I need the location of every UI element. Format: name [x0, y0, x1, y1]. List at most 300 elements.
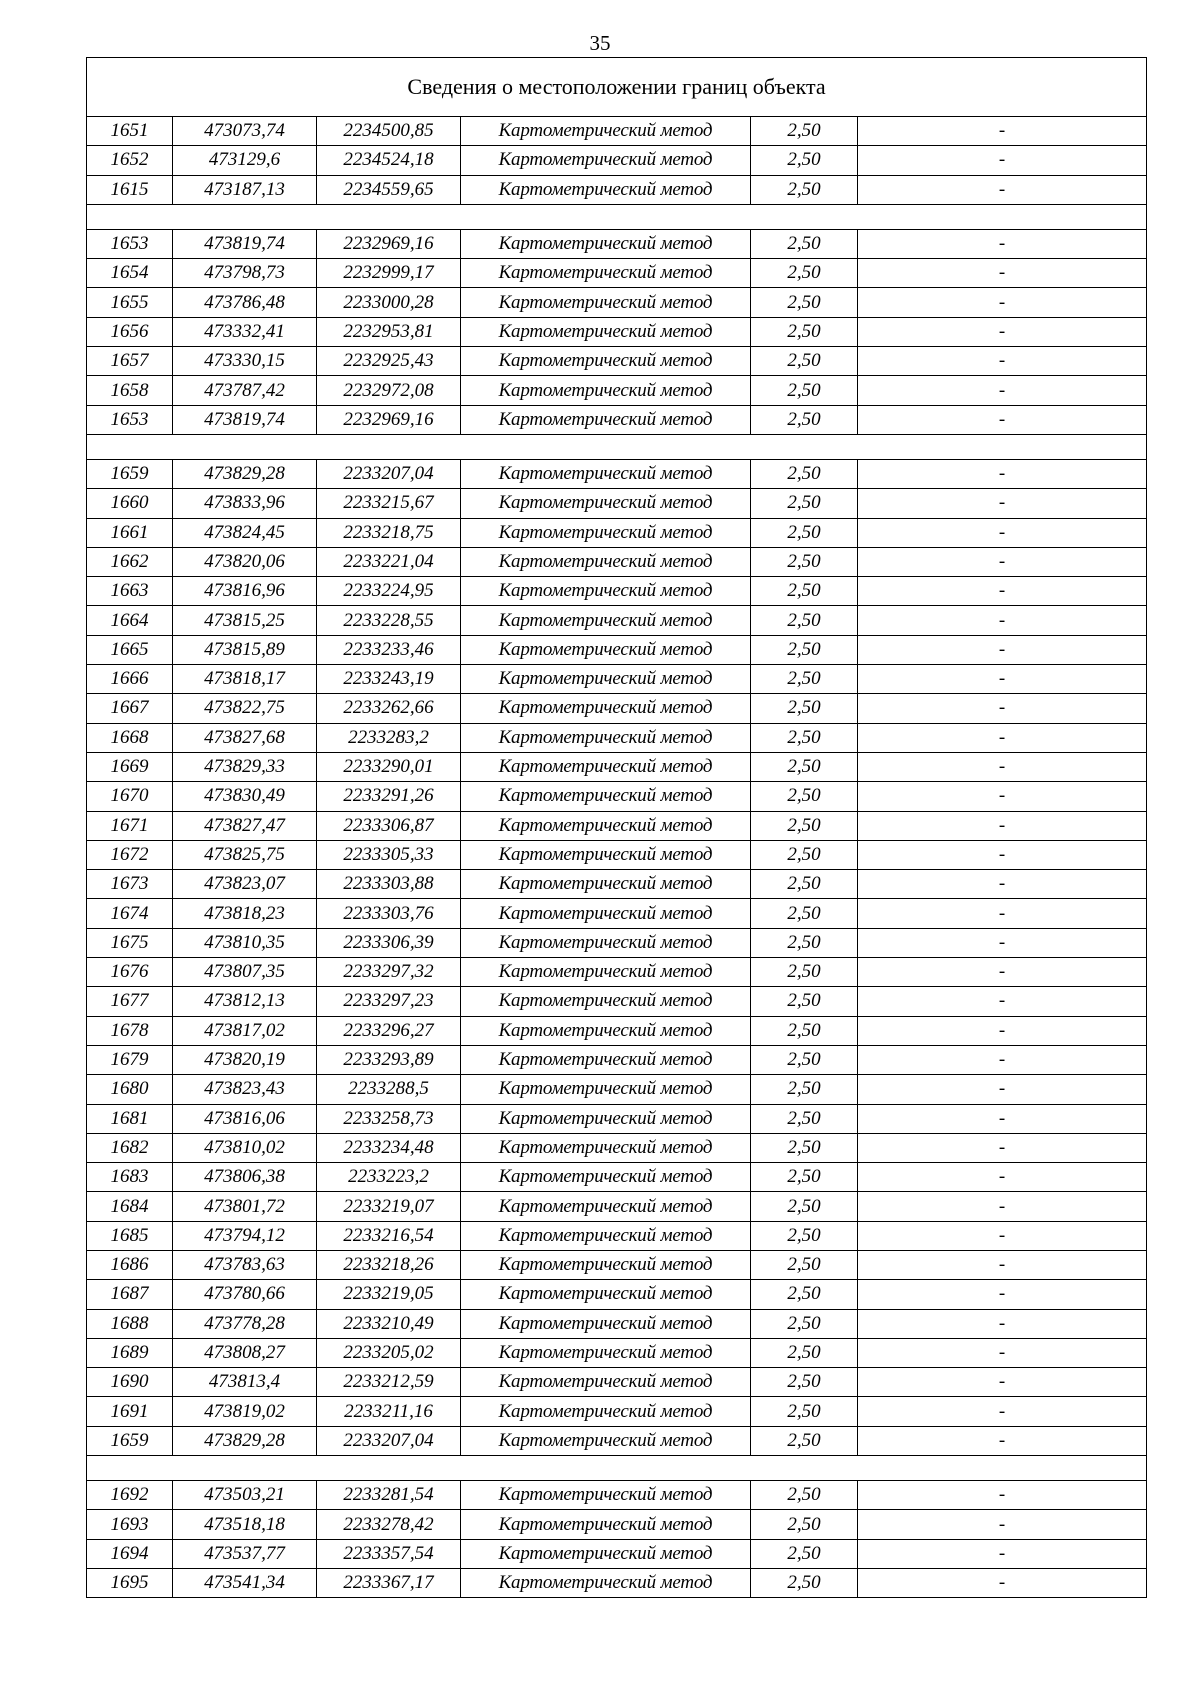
y-coordinate-cell: 2232969,16	[317, 229, 461, 258]
point-number-cell: 1688	[87, 1309, 173, 1338]
x-coordinate-cell: 473541,34	[173, 1568, 317, 1597]
description-cell: -	[858, 1133, 1147, 1162]
description-cell: -	[858, 694, 1147, 723]
accuracy-cell: 2,50	[751, 840, 858, 869]
description-cell: -	[858, 987, 1147, 1016]
accuracy-cell: 2,50	[751, 987, 858, 1016]
method-cell: Картометрический метод	[461, 665, 751, 694]
point-number-cell: 1677	[87, 987, 173, 1016]
x-coordinate-cell: 473829,28	[173, 459, 317, 488]
y-coordinate-cell: 2233306,87	[317, 811, 461, 840]
point-number-cell: 1652	[87, 146, 173, 175]
y-coordinate-cell: 2232999,17	[317, 259, 461, 288]
table-row	[87, 1075, 1147, 1104]
point-number-cell: 1664	[87, 606, 173, 635]
accuracy-cell: 2,50	[751, 899, 858, 928]
method-cell: Картометрический метод	[461, 1192, 751, 1221]
table-row	[87, 459, 1147, 488]
point-number-cell: 1683	[87, 1163, 173, 1192]
accuracy-cell: 2,50	[751, 1481, 858, 1510]
point-number-cell: 1684	[87, 1192, 173, 1221]
contour-separator-row	[87, 204, 1147, 229]
x-coordinate-cell: 473829,28	[173, 1426, 317, 1455]
method-cell: Картометрический метод	[461, 928, 751, 957]
table-row	[87, 518, 1147, 547]
description-cell: -	[858, 1568, 1147, 1597]
point-number-cell: 1692	[87, 1481, 173, 1510]
x-coordinate-cell: 473820,06	[173, 547, 317, 576]
method-cell: Картометрический метод	[461, 635, 751, 664]
accuracy-cell: 2,50	[751, 928, 858, 957]
x-coordinate-cell: 473801,72	[173, 1192, 317, 1221]
point-number-cell: 1666	[87, 665, 173, 694]
method-cell: Картометрический метод	[461, 175, 751, 204]
description-cell: -	[858, 899, 1147, 928]
point-number-cell: 1689	[87, 1338, 173, 1367]
x-coordinate-cell: 473798,73	[173, 259, 317, 288]
table-row	[87, 288, 1147, 317]
point-number-cell: 1615	[87, 175, 173, 204]
x-coordinate-cell: 473819,02	[173, 1397, 317, 1426]
accuracy-cell: 2,50	[751, 175, 858, 204]
x-coordinate-cell: 473833,96	[173, 489, 317, 518]
point-number-cell: 1691	[87, 1397, 173, 1426]
table-title-row	[87, 58, 1147, 117]
description-cell: -	[858, 1338, 1147, 1367]
table-row	[87, 577, 1147, 606]
description-cell: -	[858, 752, 1147, 781]
point-number-cell: 1653	[87, 229, 173, 258]
x-coordinate-cell: 473778,28	[173, 1309, 317, 1338]
y-coordinate-cell: 2233211,16	[317, 1397, 461, 1426]
y-coordinate-cell: 2233296,27	[317, 1016, 461, 1045]
contour-separator-cell	[87, 1456, 1147, 1481]
point-number-cell: 1685	[87, 1221, 173, 1250]
table-row	[87, 1045, 1147, 1074]
accuracy-cell: 2,50	[751, 146, 858, 175]
method-cell: Картометрический метод	[461, 606, 751, 635]
y-coordinate-cell: 2233224,95	[317, 577, 461, 606]
description-cell: -	[858, 577, 1147, 606]
x-coordinate-cell: 473129,6	[173, 146, 317, 175]
table-row	[87, 405, 1147, 434]
method-cell: Картометрический метод	[461, 1539, 751, 1568]
y-coordinate-cell: 2233262,66	[317, 694, 461, 723]
table-row	[87, 547, 1147, 576]
y-coordinate-cell: 2233303,76	[317, 899, 461, 928]
accuracy-cell: 2,50	[751, 577, 858, 606]
description-cell: -	[858, 1016, 1147, 1045]
description-cell: -	[858, 1192, 1147, 1221]
x-coordinate-cell: 473820,19	[173, 1045, 317, 1074]
y-coordinate-cell: 2233212,59	[317, 1368, 461, 1397]
description-cell: -	[858, 518, 1147, 547]
point-number-cell: 1659	[87, 459, 173, 488]
table-row	[87, 376, 1147, 405]
accuracy-cell: 2,50	[751, 1539, 858, 1568]
table-row	[87, 175, 1147, 204]
description-cell: -	[858, 635, 1147, 664]
accuracy-cell: 2,50	[751, 752, 858, 781]
description-cell: -	[858, 229, 1147, 258]
description-cell: -	[858, 146, 1147, 175]
table-title: Сведения о местоположении границ объекта	[87, 58, 1147, 117]
table-row	[87, 146, 1147, 175]
table-row	[87, 317, 1147, 346]
table-row	[87, 1338, 1147, 1367]
description-cell: -	[858, 259, 1147, 288]
y-coordinate-cell: 2234500,85	[317, 117, 461, 146]
table-row	[87, 1133, 1147, 1162]
point-number-cell: 1670	[87, 782, 173, 811]
accuracy-cell: 2,50	[751, 665, 858, 694]
table-row	[87, 489, 1147, 518]
y-coordinate-cell: 2233219,05	[317, 1280, 461, 1309]
page-number: 35	[589, 31, 611, 55]
description-cell: -	[858, 288, 1147, 317]
y-coordinate-cell: 2233215,67	[317, 489, 461, 518]
x-coordinate-cell: 473073,74	[173, 117, 317, 146]
x-coordinate-cell: 473787,42	[173, 376, 317, 405]
point-number-cell: 1661	[87, 518, 173, 547]
point-number-cell: 1686	[87, 1250, 173, 1279]
description-cell: -	[858, 489, 1147, 518]
y-coordinate-cell: 2233278,42	[317, 1510, 461, 1539]
point-number-cell: 1693	[87, 1510, 173, 1539]
y-coordinate-cell: 2233297,23	[317, 987, 461, 1016]
description-cell: -	[858, 347, 1147, 376]
accuracy-cell: 2,50	[751, 1192, 858, 1221]
y-coordinate-cell: 2233207,04	[317, 1426, 461, 1455]
y-coordinate-cell: 2233306,39	[317, 928, 461, 957]
table-row	[87, 811, 1147, 840]
method-cell: Картометрический метод	[461, 1163, 751, 1192]
accuracy-cell: 2,50	[751, 405, 858, 434]
accuracy-cell: 2,50	[751, 547, 858, 576]
table-row	[87, 694, 1147, 723]
accuracy-cell: 2,50	[751, 1280, 858, 1309]
accuracy-cell: 2,50	[751, 1163, 858, 1192]
method-cell: Картометрический метод	[461, 1368, 751, 1397]
y-coordinate-cell: 2233207,04	[317, 459, 461, 488]
method-cell: Картометрический метод	[461, 782, 751, 811]
accuracy-cell: 2,50	[751, 606, 858, 635]
description-cell: -	[858, 1221, 1147, 1250]
x-coordinate-cell: 473816,96	[173, 577, 317, 606]
x-coordinate-cell: 473819,74	[173, 405, 317, 434]
x-coordinate-cell: 473503,21	[173, 1481, 317, 1510]
description-cell: -	[858, 723, 1147, 752]
accuracy-cell: 2,50	[751, 782, 858, 811]
y-coordinate-cell: 2233218,75	[317, 518, 461, 547]
point-number-cell: 1657	[87, 347, 173, 376]
y-coordinate-cell: 2233228,55	[317, 606, 461, 635]
x-coordinate-cell: 473810,02	[173, 1133, 317, 1162]
x-coordinate-cell: 473830,49	[173, 782, 317, 811]
table-row	[87, 1280, 1147, 1309]
accuracy-cell: 2,50	[751, 1309, 858, 1338]
method-cell: Картометрический метод	[461, 347, 751, 376]
x-coordinate-cell: 473818,23	[173, 899, 317, 928]
method-cell: Картометрический метод	[461, 459, 751, 488]
description-cell: -	[858, 1309, 1147, 1338]
description-cell: -	[858, 840, 1147, 869]
table-row	[87, 229, 1147, 258]
y-coordinate-cell: 2233367,17	[317, 1568, 461, 1597]
method-cell: Картометрический метод	[461, 1045, 751, 1074]
contour-separator-row	[87, 434, 1147, 459]
table-row	[87, 1481, 1147, 1510]
point-number-cell: 1665	[87, 635, 173, 664]
table-body	[87, 58, 1147, 1598]
accuracy-cell: 2,50	[751, 259, 858, 288]
x-coordinate-cell: 473807,35	[173, 958, 317, 987]
point-number-cell: 1673	[87, 870, 173, 899]
contour-separator-cell	[87, 434, 1147, 459]
accuracy-cell: 2,50	[751, 811, 858, 840]
y-coordinate-cell: 2233258,73	[317, 1104, 461, 1133]
x-coordinate-cell: 473823,07	[173, 870, 317, 899]
accuracy-cell: 2,50	[751, 958, 858, 987]
point-number-cell: 1658	[87, 376, 173, 405]
y-coordinate-cell: 2232972,08	[317, 376, 461, 405]
x-coordinate-cell: 473794,12	[173, 1221, 317, 1250]
x-coordinate-cell: 473827,47	[173, 811, 317, 840]
x-coordinate-cell: 473829,33	[173, 752, 317, 781]
x-coordinate-cell: 473827,68	[173, 723, 317, 752]
method-cell: Картометрический метод	[461, 1397, 751, 1426]
table-row	[87, 1250, 1147, 1279]
description-cell: -	[858, 405, 1147, 434]
x-coordinate-cell: 473806,38	[173, 1163, 317, 1192]
description-cell: -	[858, 1075, 1147, 1104]
method-cell: Картометрический метод	[461, 1481, 751, 1510]
x-coordinate-cell: 473810,35	[173, 928, 317, 957]
point-number-cell: 1680	[87, 1075, 173, 1104]
table-row	[87, 1568, 1147, 1597]
method-cell: Картометрический метод	[461, 752, 751, 781]
description-cell: -	[858, 1045, 1147, 1074]
y-coordinate-cell: 2233305,33	[317, 840, 461, 869]
point-number-cell: 1678	[87, 1016, 173, 1045]
table-row	[87, 635, 1147, 664]
y-coordinate-cell: 2234524,18	[317, 146, 461, 175]
accuracy-cell: 2,50	[751, 518, 858, 547]
point-number-cell: 1674	[87, 899, 173, 928]
x-coordinate-cell: 473823,43	[173, 1075, 317, 1104]
x-coordinate-cell: 473816,06	[173, 1104, 317, 1133]
table-row	[87, 1016, 1147, 1045]
table-row	[87, 723, 1147, 752]
description-cell: -	[858, 928, 1147, 957]
method-cell: Картометрический метод	[461, 1075, 751, 1104]
point-number-cell: 1676	[87, 958, 173, 987]
point-number-cell: 1653	[87, 405, 173, 434]
y-coordinate-cell: 2234559,65	[317, 175, 461, 204]
description-cell: -	[858, 175, 1147, 204]
point-number-cell: 1694	[87, 1539, 173, 1568]
method-cell: Картометрический метод	[461, 146, 751, 175]
y-coordinate-cell: 2233303,88	[317, 870, 461, 899]
x-coordinate-cell: 473537,77	[173, 1539, 317, 1568]
method-cell: Картометрический метод	[461, 1104, 751, 1133]
table-row	[87, 1510, 1147, 1539]
description-cell: -	[858, 1397, 1147, 1426]
table-row	[87, 1163, 1147, 1192]
description-cell: -	[858, 870, 1147, 899]
y-coordinate-cell: 2233283,2	[317, 723, 461, 752]
point-number-cell: 1654	[87, 259, 173, 288]
y-coordinate-cell: 2233233,46	[317, 635, 461, 664]
method-cell: Картометрический метод	[461, 1221, 751, 1250]
accuracy-cell: 2,50	[751, 1568, 858, 1597]
x-coordinate-cell: 473819,74	[173, 229, 317, 258]
point-number-cell: 1668	[87, 723, 173, 752]
method-cell: Картометрический метод	[461, 811, 751, 840]
method-cell: Картометрический метод	[461, 723, 751, 752]
point-number-cell: 1690	[87, 1368, 173, 1397]
x-coordinate-cell: 473332,41	[173, 317, 317, 346]
point-number-cell: 1682	[87, 1133, 173, 1162]
accuracy-cell: 2,50	[751, 635, 858, 664]
description-cell: -	[858, 606, 1147, 635]
point-number-cell: 1659	[87, 1426, 173, 1455]
x-coordinate-cell: 473813,4	[173, 1368, 317, 1397]
method-cell: Картометрический метод	[461, 489, 751, 518]
y-coordinate-cell: 2232969,16	[317, 405, 461, 434]
description-cell: -	[858, 459, 1147, 488]
table-row	[87, 1192, 1147, 1221]
method-cell: Картометрический метод	[461, 1280, 751, 1309]
accuracy-cell: 2,50	[751, 1426, 858, 1455]
description-cell: -	[858, 376, 1147, 405]
table-row	[87, 987, 1147, 1016]
method-cell: Картометрический метод	[461, 1338, 751, 1367]
point-number-cell: 1667	[87, 694, 173, 723]
y-coordinate-cell: 2233216,54	[317, 1221, 461, 1250]
description-cell: -	[858, 1539, 1147, 1568]
x-coordinate-cell: 473824,45	[173, 518, 317, 547]
table-row	[87, 1539, 1147, 1568]
point-number-cell: 1681	[87, 1104, 173, 1133]
x-coordinate-cell: 473815,89	[173, 635, 317, 664]
description-cell: -	[858, 1104, 1147, 1133]
y-coordinate-cell: 2233290,01	[317, 752, 461, 781]
table-row	[87, 928, 1147, 957]
description-cell: -	[858, 1368, 1147, 1397]
point-number-cell: 1656	[87, 317, 173, 346]
point-number-cell: 1675	[87, 928, 173, 957]
x-coordinate-cell: 473815,25	[173, 606, 317, 635]
y-coordinate-cell: 2233205,02	[317, 1338, 461, 1367]
x-coordinate-cell: 473330,15	[173, 347, 317, 376]
accuracy-cell: 2,50	[751, 459, 858, 488]
y-coordinate-cell: 2233288,5	[317, 1075, 461, 1104]
accuracy-cell: 2,50	[751, 1338, 858, 1367]
table-row	[87, 1309, 1147, 1338]
table-row	[87, 1397, 1147, 1426]
table-row	[87, 782, 1147, 811]
method-cell: Картометрический метод	[461, 317, 751, 346]
table-row	[87, 752, 1147, 781]
accuracy-cell: 2,50	[751, 1368, 858, 1397]
accuracy-cell: 2,50	[751, 1250, 858, 1279]
description-cell: -	[858, 665, 1147, 694]
table-row	[87, 259, 1147, 288]
accuracy-cell: 2,50	[751, 1104, 858, 1133]
accuracy-cell: 2,50	[751, 723, 858, 752]
x-coordinate-cell: 473822,75	[173, 694, 317, 723]
description-cell: -	[858, 1250, 1147, 1279]
method-cell: Картометрический метод	[461, 1426, 751, 1455]
accuracy-cell: 2,50	[751, 117, 858, 146]
description-cell: -	[858, 782, 1147, 811]
method-cell: Картометрический метод	[461, 899, 751, 928]
method-cell: Картометрический метод	[461, 288, 751, 317]
description-cell: -	[858, 117, 1147, 146]
x-coordinate-cell: 473780,66	[173, 1280, 317, 1309]
x-coordinate-cell: 473518,18	[173, 1510, 317, 1539]
description-cell: -	[858, 1280, 1147, 1309]
description-cell: -	[858, 958, 1147, 987]
description-cell: -	[858, 1481, 1147, 1510]
point-number-cell: 1655	[87, 288, 173, 317]
boundary-coordinates-table	[86, 57, 1147, 1598]
accuracy-cell: 2,50	[751, 1045, 858, 1074]
y-coordinate-cell: 2233223,2	[317, 1163, 461, 1192]
point-number-cell: 1671	[87, 811, 173, 840]
method-cell: Картометрический метод	[461, 577, 751, 606]
accuracy-cell: 2,50	[751, 1075, 858, 1104]
table-row	[87, 117, 1147, 146]
x-coordinate-cell: 473825,75	[173, 840, 317, 869]
y-coordinate-cell: 2233293,89	[317, 1045, 461, 1074]
accuracy-cell: 2,50	[751, 317, 858, 346]
table-row	[87, 1426, 1147, 1455]
y-coordinate-cell: 2233234,48	[317, 1133, 461, 1162]
method-cell: Картометрический метод	[461, 1133, 751, 1162]
method-cell: Картометрический метод	[461, 376, 751, 405]
method-cell: Картометрический метод	[461, 259, 751, 288]
y-coordinate-cell: 2232925,43	[317, 347, 461, 376]
method-cell: Картометрический метод	[461, 1510, 751, 1539]
y-coordinate-cell: 2233221,04	[317, 547, 461, 576]
method-cell: Картометрический метод	[461, 958, 751, 987]
x-coordinate-cell: 473783,63	[173, 1250, 317, 1279]
table-row	[87, 870, 1147, 899]
accuracy-cell: 2,50	[751, 1397, 858, 1426]
y-coordinate-cell: 2233357,54	[317, 1539, 461, 1568]
method-cell: Картометрический метод	[461, 1016, 751, 1045]
accuracy-cell: 2,50	[751, 288, 858, 317]
x-coordinate-cell: 473812,13	[173, 987, 317, 1016]
y-coordinate-cell: 2233210,49	[317, 1309, 461, 1338]
x-coordinate-cell: 473786,48	[173, 288, 317, 317]
point-number-cell: 1672	[87, 840, 173, 869]
accuracy-cell: 2,50	[751, 694, 858, 723]
accuracy-cell: 2,50	[751, 1221, 858, 1250]
method-cell: Картометрический метод	[461, 694, 751, 723]
y-coordinate-cell: 2233000,28	[317, 288, 461, 317]
y-coordinate-cell: 2233291,26	[317, 782, 461, 811]
x-coordinate-cell: 473817,02	[173, 1016, 317, 1045]
point-number-cell: 1687	[87, 1280, 173, 1309]
method-cell: Картометрический метод	[461, 117, 751, 146]
y-coordinate-cell: 2232953,81	[317, 317, 461, 346]
method-cell: Картометрический метод	[461, 1309, 751, 1338]
method-cell: Картометрический метод	[461, 840, 751, 869]
point-number-cell: 1695	[87, 1568, 173, 1597]
